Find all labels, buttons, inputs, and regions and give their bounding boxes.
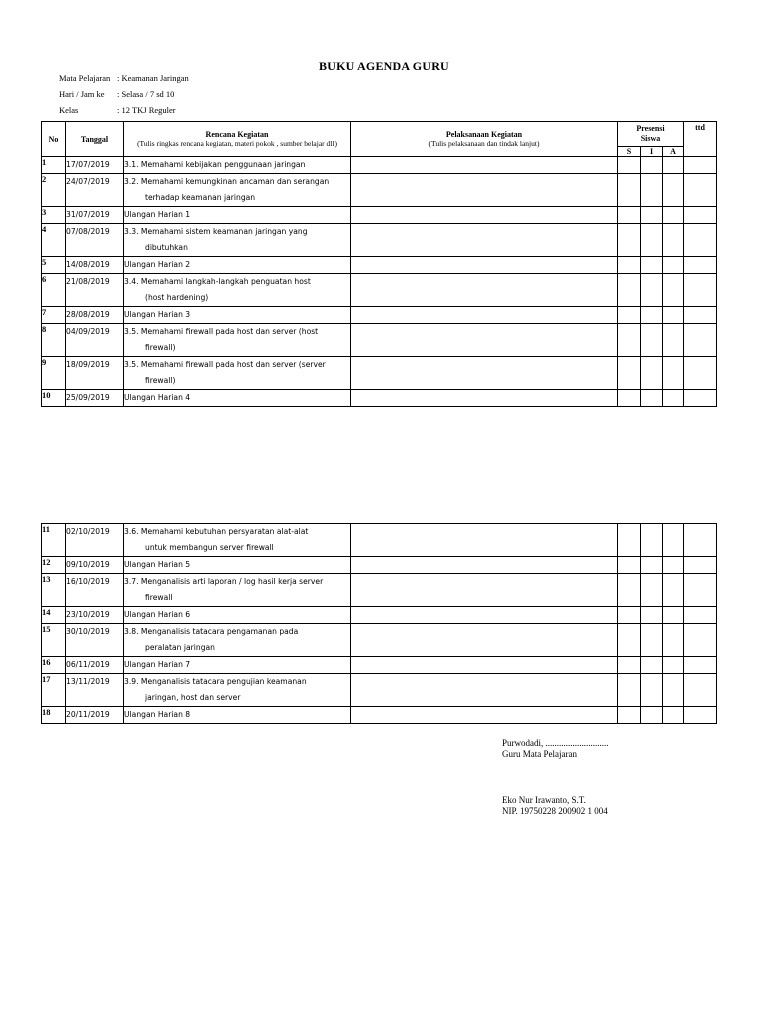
row-ttd[interactable] [684,357,717,390]
rencana-line-1: Ulangan Harian 3 [124,310,191,319]
meta-value: : 12 TKJ Reguler [117,105,176,115]
table-row [42,557,717,574]
table-row [42,657,717,674]
header-pelaksanaan [351,122,618,157]
row-ttd[interactable] [684,557,717,574]
row-ttd[interactable] [684,624,717,657]
row-number: 7 [42,307,66,324]
row-rencana [124,174,351,207]
rencana-line-1: 3.3. Memahami sistem keamanan jaringan yang [124,227,308,236]
meta-hari-jam [59,89,174,100]
row-alpa[interactable] [663,707,684,724]
signature-place-date: Purwodadi, ............................ [502,738,609,748]
row-alpa[interactable] [663,574,684,607]
row-izin[interactable] [641,174,663,207]
row-alpa[interactable] [663,157,684,174]
row-izin[interactable] [641,607,663,624]
rencana-line-1: Ulangan Harian 5 [124,560,191,569]
signature-nip: NIP. 19750228 200902 1 004 [502,806,608,816]
row-sakit[interactable] [618,174,641,207]
row-pelaksanaan[interactable] [351,624,618,657]
row-alpa[interactable] [663,524,684,557]
row-pelaksanaan[interactable] [351,257,618,274]
row-rencana [124,157,351,174]
row-number: 18 [42,707,66,724]
row-izin[interactable] [641,624,663,657]
row-sakit[interactable] [618,274,641,307]
row-sakit[interactable] [618,157,641,174]
row-tanggal: 21/08/2019 [66,274,124,307]
row-tanggal: 20/11/2019 [66,707,124,724]
row-tanggal: 06/11/2019 [66,657,124,674]
row-rencana [124,257,351,274]
rencana-line-1: 3.5. Memahami firewall pada host dan server (host [124,327,319,336]
row-sakit[interactable] [618,207,641,224]
row-alpa[interactable] [663,307,684,324]
row-sakit[interactable] [618,357,641,390]
rencana-line-2: terhadap keamanan jaringan [145,193,256,202]
rencana-line-1: Ulangan Harian 1 [124,210,191,219]
row-tanggal: 31/07/2019 [66,207,124,224]
row-sakit[interactable] [618,607,641,624]
row-alpa[interactable] [663,657,684,674]
rencana-line-2: peralatan jaringan [145,643,215,652]
table-row [42,574,717,607]
row-rencana [124,307,351,324]
row-alpa[interactable] [663,324,684,357]
row-tanggal: 17/07/2019 [66,157,124,174]
row-rencana [124,524,351,557]
table-row [42,707,717,724]
meta-value: : Keamanan Jaringan [117,73,189,83]
rencana-line-2: firewall [145,593,173,602]
row-izin[interactable] [641,357,663,390]
row-tanggal: 13/11/2019 [66,674,124,707]
header-ttd: ttd [684,122,717,157]
row-sakit[interactable] [618,624,641,657]
row-alpa[interactable] [663,357,684,390]
row-pelaksanaan[interactable] [351,557,618,574]
row-ttd[interactable] [684,257,717,274]
row-tanggal: 14/08/2019 [66,257,124,274]
table-row [42,157,717,174]
header-pelaksanaan-subtitle: (Tulis pelaksanaan dan tindak lanjut) [428,139,540,148]
rencana-line-1: Ulangan Harian 7 [124,660,191,669]
row-izin[interactable] [641,274,663,307]
row-izin[interactable] [641,207,663,224]
row-number: 8 [42,324,66,357]
meta-value: : Selasa / 7 sd 10 [117,89,175,99]
row-ttd[interactable] [684,657,717,674]
row-izin[interactable] [641,224,663,257]
row-number: 4 [42,224,66,257]
row-number: 1 [42,157,66,174]
row-tanggal: 23/10/2019 [66,607,124,624]
row-pelaksanaan[interactable] [351,390,618,407]
row-pelaksanaan[interactable] [351,224,618,257]
meta-label: Kelas [59,105,79,115]
row-izin[interactable] [641,707,663,724]
row-rencana [124,390,351,407]
row-number: 13 [42,574,66,607]
row-izin[interactable] [641,157,663,174]
row-pelaksanaan[interactable] [351,324,618,357]
rencana-line-2: jaringan, host dan server [145,693,241,702]
row-ttd[interactable] [684,707,717,724]
row-alpa[interactable] [663,607,684,624]
row-rencana [124,674,351,707]
signature-role: Guru Mata Pelajaran [502,749,577,759]
row-number: 9 [42,357,66,390]
row-izin[interactable] [641,657,663,674]
row-tanggal: 02/10/2019 [66,524,124,557]
row-ttd[interactable] [684,674,717,707]
row-number: 17 [42,674,66,707]
row-pelaksanaan[interactable] [351,607,618,624]
row-izin[interactable] [641,674,663,707]
rencana-line-1: 3.6. Memahami kebutuhan persyaratan alat-alat [124,527,309,536]
row-pelaksanaan[interactable] [351,207,618,224]
row-sakit[interactable] [618,707,641,724]
header-tanggal: Tanggal [66,122,124,157]
row-izin[interactable] [641,574,663,607]
meta-label: Mata Pelajaran [59,73,111,83]
rencana-line-2: (host hardening) [145,293,209,302]
row-rencana [124,707,351,724]
row-tanggal: 25/09/2019 [66,390,124,407]
row-pelaksanaan[interactable] [351,574,618,607]
table-row [42,357,717,390]
header-sakit: S [618,147,641,157]
row-tanggal: 18/09/2019 [66,357,124,390]
agenda-rows-2 [42,524,717,724]
row-rencana [124,624,351,657]
rencana-line-1: 3.2. Memahami kemungkinan ancaman dan serangan [124,177,330,186]
row-ttd[interactable] [684,524,717,557]
row-izin[interactable] [641,257,663,274]
row-rencana [124,274,351,307]
row-ttd[interactable] [684,324,717,357]
row-alpa[interactable] [663,390,684,407]
row-pelaksanaan[interactable] [351,307,618,324]
row-ttd[interactable] [684,224,717,257]
row-number: 14 [42,607,66,624]
row-pelaksanaan[interactable] [351,674,618,707]
row-sakit[interactable] [618,257,641,274]
row-ttd[interactable] [684,307,717,324]
row-rencana [124,557,351,574]
row-ttd[interactable] [684,274,717,307]
row-izin[interactable] [641,307,663,324]
row-pelaksanaan[interactable] [351,707,618,724]
row-sakit[interactable] [618,307,641,324]
row-number: 16 [42,657,66,674]
rencana-line-1: Ulangan Harian 8 [124,710,191,719]
row-sakit[interactable] [618,657,641,674]
row-rencana [124,324,351,357]
row-number: 3 [42,207,66,224]
header-rencana-title: Rencana Kegiatan [205,130,269,139]
rencana-line-1: 3.5. Memahami firewall pada host dan server (server [124,360,326,369]
table-row [42,224,717,257]
row-rencana [124,207,351,224]
row-rencana [124,607,351,624]
row-alpa[interactable] [663,674,684,707]
row-alpa[interactable] [663,557,684,574]
table-row [42,307,717,324]
row-sakit[interactable] [618,324,641,357]
row-ttd[interactable] [684,174,717,207]
row-izin[interactable] [641,557,663,574]
header-rencana-subtitle: (Tulis ringkas rencana kegiatan, materi pokok , sumber belajar dll) [137,139,337,148]
row-number: 12 [42,557,66,574]
row-ttd[interactable] [684,157,717,174]
table-row [42,524,717,557]
row-izin[interactable] [641,524,663,557]
row-pelaksanaan[interactable] [351,274,618,307]
row-sakit[interactable] [618,390,641,407]
table-row [42,607,717,624]
meta-kelas [59,105,176,116]
meta-mata-pelajaran [59,73,189,84]
row-tanggal: 24/07/2019 [66,174,124,207]
row-rencana [124,357,351,390]
row-sakit[interactable] [618,224,641,257]
row-ttd[interactable] [684,607,717,624]
header-izin: I [641,147,663,157]
row-sakit[interactable] [618,674,641,707]
row-rencana [124,574,351,607]
row-ttd[interactable] [684,390,717,407]
rencana-line-1: 3.1. Memahami kebijakan penggunaan jaringan [124,160,306,169]
table-row [42,390,717,407]
rencana-line-2: dibutuhkan [145,243,188,252]
table-row [42,324,717,357]
table-row [42,624,717,657]
row-alpa[interactable] [663,207,684,224]
row-pelaksanaan[interactable] [351,657,618,674]
row-number: 15 [42,624,66,657]
row-alpa[interactable] [663,174,684,207]
row-number: 2 [42,174,66,207]
agenda-table-2 [41,523,717,724]
row-tanggal: 04/09/2019 [66,324,124,357]
rencana-line-1: 3.4. Memahami langkah-langkah penguatan host [124,277,311,286]
row-alpa[interactable] [663,224,684,257]
agenda-table-1 [41,121,717,407]
row-sakit[interactable] [618,574,641,607]
header-no: No [42,122,66,157]
row-number: 6 [42,274,66,307]
table-row [42,257,717,274]
row-rencana [124,224,351,257]
header-rencana [124,122,351,157]
row-sakit[interactable] [618,524,641,557]
header-pelaksanaan-title: Pelaksanaan Kegiatan [445,130,523,139]
table-row [42,274,717,307]
row-tanggal: 30/10/2019 [66,624,124,657]
row-izin[interactable] [641,324,663,357]
row-alpa[interactable] [663,257,684,274]
signature-name: Eko Nur Irawanto, S.T. [502,795,586,805]
row-number: 11 [42,524,66,557]
row-number: 5 [42,257,66,274]
rencana-line-1: 3.9. Menganalisis tatacara pengujian keamanan [124,677,307,686]
rencana-line-2: firewall) [145,343,176,352]
row-sakit[interactable] [618,557,641,574]
rencana-line-2: firewall) [145,376,176,385]
rencana-line-2: untuk membangun server firewall [145,543,274,552]
row-alpa[interactable] [663,274,684,307]
table-row [42,174,717,207]
rencana-line-1: Ulangan Harian 4 [124,393,191,402]
row-izin[interactable] [641,390,663,407]
rencana-line-1: Ulangan Harian 2 [124,260,191,269]
header-alpa: A [663,147,684,157]
rencana-line-1: 3.7. Menganalisis arti laporan / log hasil kerja server [124,577,324,586]
row-tanggal: 16/10/2019 [66,574,124,607]
table-row [42,207,717,224]
document-title: BUKU AGENDA GURU [319,59,449,73]
row-pelaksanaan[interactable] [351,357,618,390]
header-presensi: Presensi Siswa [618,122,684,147]
row-tanggal: 28/08/2019 [66,307,124,324]
agenda-rows-1 [42,157,717,407]
row-rencana [124,657,351,674]
row-number: 10 [42,390,66,407]
row-ttd[interactable] [684,207,717,224]
row-pelaksanaan[interactable] [351,157,618,174]
meta-label: Hari / Jam ke [59,89,105,99]
row-tanggal: 07/08/2019 [66,224,124,257]
rencana-line-1: 3.8. Menganalisis tatacara pengamanan pada [124,627,299,636]
row-pelaksanaan[interactable] [351,524,618,557]
row-ttd[interactable] [684,574,717,607]
row-pelaksanaan[interactable] [351,174,618,207]
row-alpa[interactable] [663,624,684,657]
table-row [42,674,717,707]
row-tanggal: 09/10/2019 [66,557,124,574]
rencana-line-1: Ulangan Harian 6 [124,610,191,619]
